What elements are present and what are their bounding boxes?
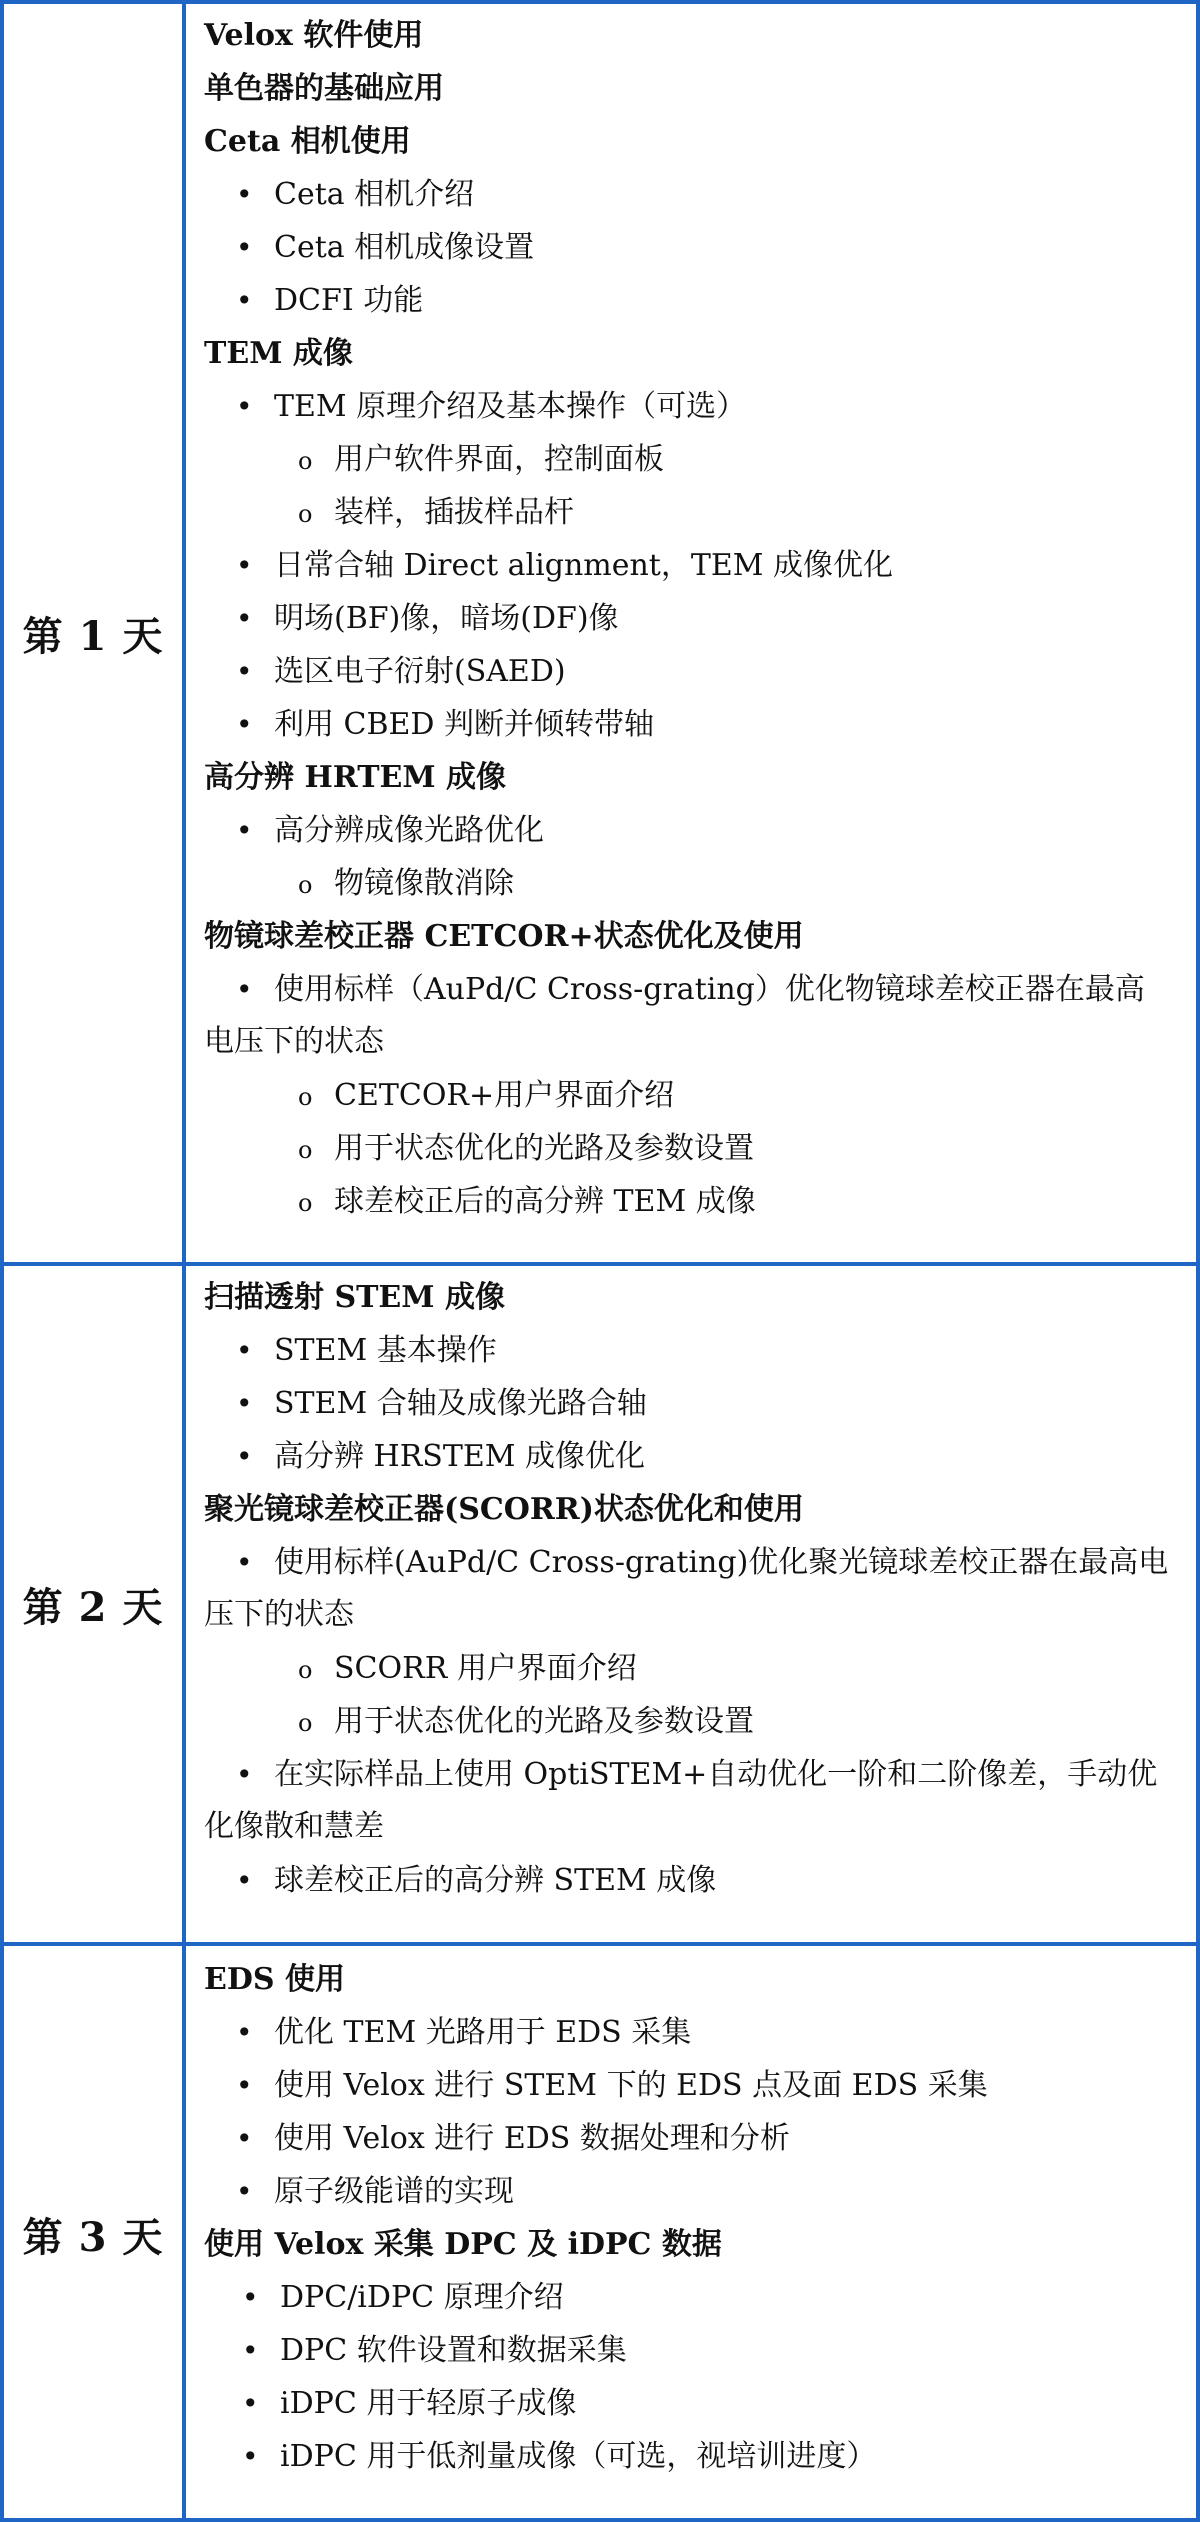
- sub-item: [186, 1070, 1182, 1123]
- bullet-dot-icon: •: [242, 2334, 259, 2367]
- bullet-dot-icon: •: [236, 708, 253, 741]
- bullet-dot-icon: •: [236, 2069, 253, 2102]
- bullet-text: 使用 Velox 进行 STEM 下的 EDS 点及面 EDS 采集: [274, 2068, 988, 2103]
- bullet-dot-icon: •: [236, 549, 253, 582]
- bullet-dot-icon: •: [236, 231, 253, 264]
- wrapped-bullet-item: [186, 1537, 1182, 1641]
- bullet-text: Ceta 相机介绍: [274, 177, 475, 212]
- section-heading: 使用 Velox 采集 DPC 及 iDPC 数据: [204, 2227, 722, 2262]
- bullet-dot-icon: •: [236, 814, 253, 847]
- bullet-dot-icon: •: [236, 602, 253, 635]
- bullet-text: 选区电子衍射(SAED): [274, 654, 566, 689]
- bullet-text: 使用标样(AuPd/C Cross-grating)优化聚光镜球差校正器在最高电压下的状态: [204, 1545, 1169, 1632]
- section-heading: Velox 软件使用: [204, 18, 424, 53]
- circle-bullet-icon: o: [298, 1189, 313, 1217]
- section-heading: 聚光镜球差校正器(SCORR)状态优化和使用: [204, 1492, 804, 1527]
- sub-item: [186, 1123, 1182, 1176]
- circle-bullet-icon: o: [298, 1136, 313, 1164]
- sub-item: [186, 487, 1182, 540]
- bullet-item: [186, 275, 1182, 327]
- sub-text: SCORR 用户界面介绍: [334, 1651, 637, 1686]
- bullet-dot-icon: •: [236, 1546, 253, 1579]
- bullet-dot-icon: •: [242, 2440, 259, 2473]
- bullet-item: [186, 593, 1182, 645]
- bullet-item: [186, 2431, 1182, 2483]
- bullet-dot-icon: •: [236, 1334, 253, 1367]
- bullet-item: [186, 2325, 1182, 2377]
- bullet-text: 使用 Velox 进行 EDS 数据处理和分析: [274, 2121, 790, 2156]
- bullet-dot-icon: •: [236, 655, 253, 688]
- bullet-dot-icon: •: [236, 178, 253, 211]
- day-3-content: [186, 1946, 1196, 2522]
- bullet-item: [186, 2060, 1182, 2112]
- bullet-item: [186, 2113, 1182, 2165]
- bullet-dot-icon: •: [236, 1758, 253, 1791]
- sub-text: CETCOR+用户界面介绍: [334, 1078, 675, 1113]
- day-3-row: [4, 1946, 1196, 2522]
- bullet-dot-icon: •: [242, 2281, 259, 2314]
- bullet-text: DPC 软件设置和数据采集: [280, 2333, 627, 2368]
- bullet-text: Ceta 相机成像设置: [274, 230, 535, 265]
- bullet-text: 在实际样品上使用 OptiSTEM+自动优化一阶和二阶像差，手动优化像散和慧差: [204, 1757, 1158, 1844]
- circle-bullet-icon: o: [298, 1656, 313, 1684]
- bullet-text: TEM 原理介绍及基本操作（可选）: [274, 389, 747, 424]
- sub-text: 装样，插拔样品杆: [334, 495, 574, 530]
- bullet-item: [186, 1855, 1182, 1907]
- bullet-text: 利用 CBED 判断并倾转带轴: [274, 707, 655, 742]
- sub-item: [186, 858, 1182, 911]
- section-heading: TEM 成像: [204, 336, 353, 371]
- bullet-text: 使用标样（AuPd/C Cross-grating）优化物镜球差校正器在最高电压下的状态: [204, 972, 1145, 1059]
- sub-text: 球差校正后的高分辨 TEM 成像: [334, 1184, 756, 1219]
- bullet-item: [186, 169, 1182, 221]
- circle-bullet-icon: o: [298, 447, 313, 475]
- bullet-item: [186, 1431, 1182, 1483]
- bullet-text: iDPC 用于低剂量成像（可选，视培训进度）: [280, 2439, 877, 2474]
- bullet-dot-icon: •: [236, 2016, 253, 2049]
- day-2-label: 第 2 天: [22, 1583, 164, 1631]
- bullet-item: [186, 805, 1182, 857]
- bullet-text: 优化 TEM 光路用于 EDS 采集: [274, 2015, 692, 2050]
- day-1-label: 第 1 天: [22, 612, 164, 660]
- bullet-item: [186, 1325, 1182, 1377]
- sub-item: [186, 1176, 1182, 1229]
- bullet-text: STEM 基本操作: [274, 1333, 497, 1368]
- day-1-content: [186, 4, 1196, 1262]
- sub-item: [186, 1643, 1182, 1696]
- section-heading: 单色器的基础应用: [204, 71, 444, 106]
- bullet-dot-icon: •: [236, 1387, 253, 1420]
- circle-bullet-icon: o: [298, 500, 313, 528]
- sub-text: 用于状态优化的光路及参数设置: [334, 1704, 754, 1739]
- bullet-text: 球差校正后的高分辨 STEM 成像: [274, 1863, 717, 1898]
- bullet-text: DPC/iDPC 原理介绍: [280, 2280, 564, 2315]
- wrapped-bullet-item: [186, 1749, 1182, 1853]
- bullet-item: [186, 1378, 1182, 1430]
- circle-bullet-icon: o: [298, 1709, 313, 1737]
- bullet-text: DCFI 功能: [274, 283, 424, 318]
- bullet-text: 高分辨 HRSTEM 成像优化: [274, 1439, 646, 1474]
- bullet-item: [186, 2272, 1182, 2324]
- day-3-label: 第 3 天: [22, 2213, 164, 2261]
- bullet-dot-icon: •: [236, 284, 253, 317]
- bullet-text: STEM 合轴及成像光路合轴: [274, 1386, 647, 1421]
- sub-item: [186, 1696, 1182, 1749]
- bullet-dot-icon: •: [242, 2387, 259, 2420]
- sub-item: [186, 434, 1182, 487]
- bullet-item: [186, 381, 1182, 433]
- section-heading: 高分辨 HRTEM 成像: [204, 760, 507, 795]
- bullet-dot-icon: •: [236, 2175, 253, 2208]
- day-2-content: [186, 1266, 1196, 1942]
- section-heading: 扫描透射 STEM 成像: [204, 1280, 505, 1315]
- circle-bullet-icon: o: [298, 871, 313, 899]
- bullet-item: [186, 646, 1182, 698]
- bullet-dot-icon: •: [236, 2122, 253, 2155]
- day-3-cell: [4, 1946, 186, 2522]
- wrapped-bullet-item: [186, 964, 1182, 1068]
- section-heading: Ceta 相机使用: [204, 124, 411, 159]
- bullet-text: 高分辨成像光路优化: [274, 813, 544, 848]
- bullet-item: [186, 540, 1182, 592]
- bullet-text: 日常合轴 Direct alignment，TEM 成像优化: [274, 548, 894, 583]
- sub-text: 用于状态优化的光路及参数设置: [334, 1131, 754, 1166]
- day-1-cell: [4, 4, 186, 1262]
- bullet-item: [186, 2166, 1182, 2218]
- section-heading: EDS 使用: [204, 1962, 345, 1997]
- day-2-row: [4, 1266, 1196, 1946]
- bullet-dot-icon: •: [236, 1864, 253, 1897]
- bullet-item: [186, 2378, 1182, 2430]
- bullet-item: [186, 2007, 1182, 2059]
- bullet-text: iDPC 用于轻原子成像: [280, 2386, 577, 2421]
- sub-text: 物镜像散消除: [334, 866, 514, 901]
- bullet-text: 原子级能谱的实现: [274, 2174, 514, 2209]
- circle-bullet-icon: o: [298, 1083, 313, 1111]
- section-heading: 物镜球差校正器 CETCOR+状态优化及使用: [204, 919, 804, 954]
- bullet-dot-icon: •: [236, 1440, 253, 1473]
- bullet-item: [186, 699, 1182, 751]
- bullet-dot-icon: •: [236, 390, 253, 423]
- bullet-item: [186, 222, 1182, 274]
- bullet-dot-icon: •: [236, 973, 253, 1006]
- day-1-row: [4, 4, 1196, 1266]
- day-2-cell: [4, 1266, 186, 1942]
- bullet-text: 明场(BF)像，暗场(DF)像: [274, 601, 619, 636]
- sub-text: 用户软件界面，控制面板: [334, 442, 664, 477]
